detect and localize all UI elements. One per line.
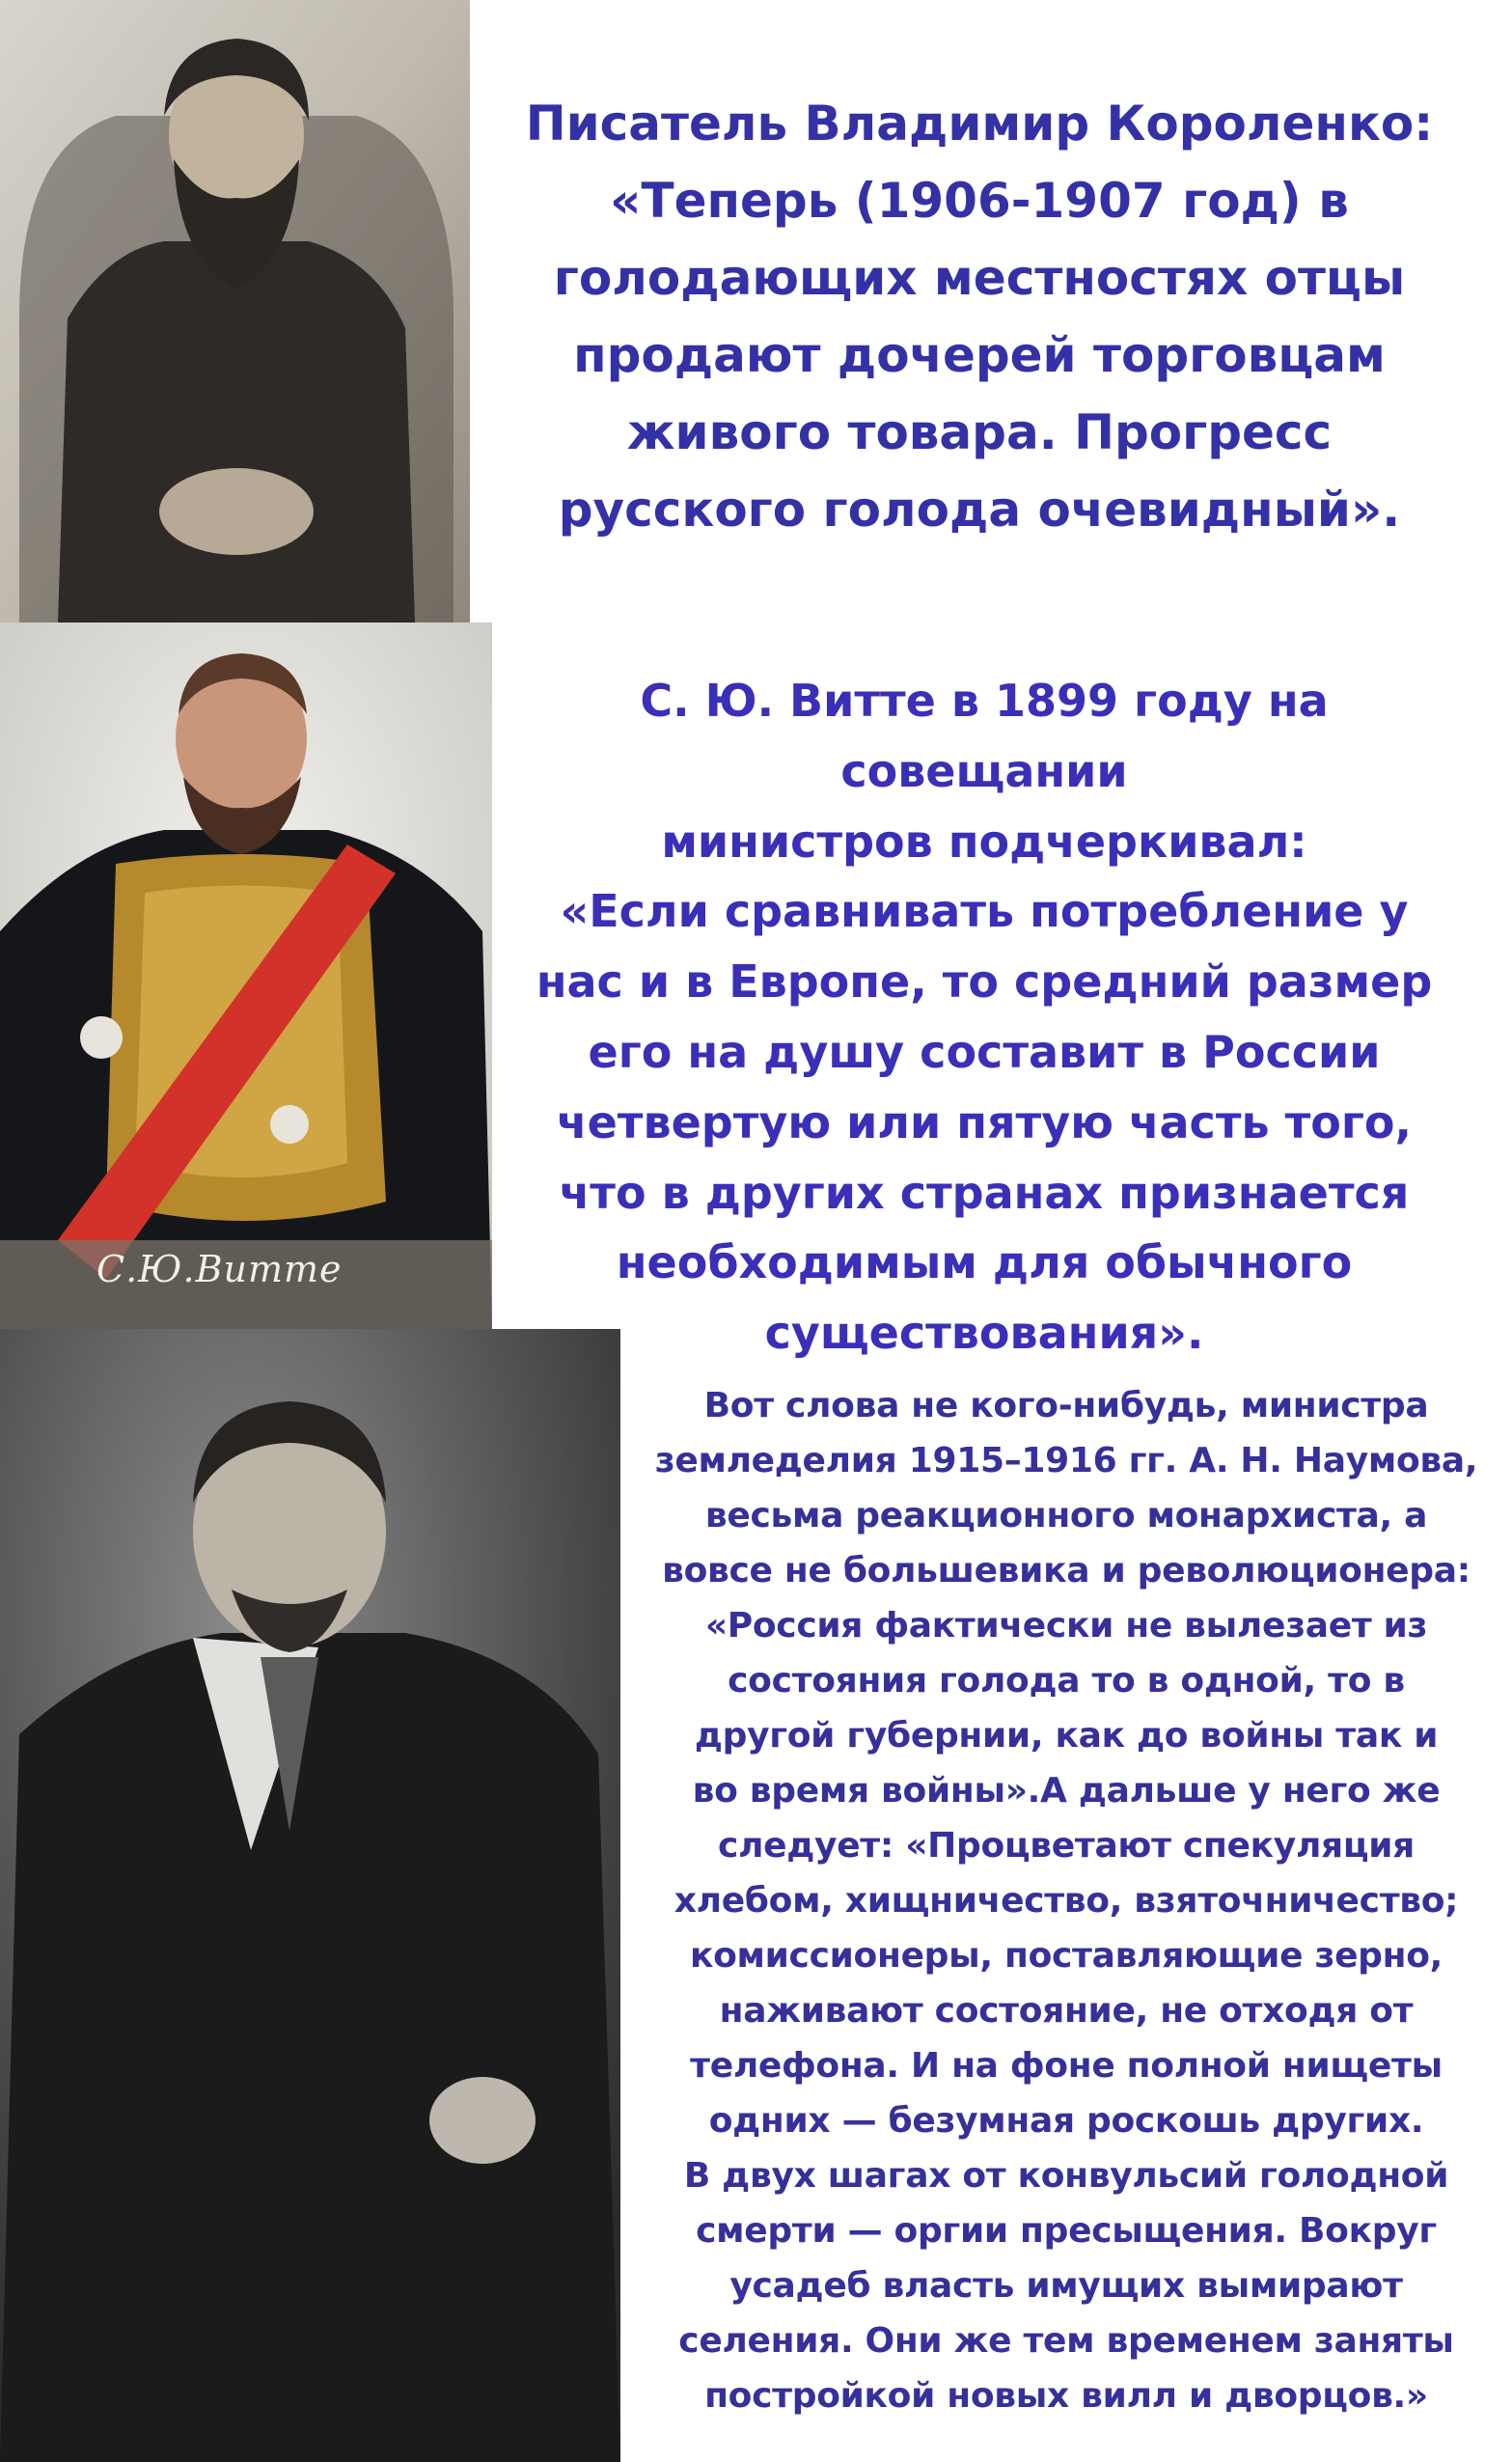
quote-line: С. Ю. Витте в 1899 году на совещании	[640, 675, 1329, 797]
quote-line: телефона. И на фоне полной нищеты	[690, 2046, 1443, 2086]
quote-line: что в других странах признается	[559, 1166, 1410, 1219]
quote-line: «Если сравнивать потребление у	[560, 885, 1409, 938]
quote-line: земледелия 1915–1916 гг. А. Н. Наумова,	[654, 1441, 1478, 1480]
quote-line: наживают состояние, не отходя от	[719, 1991, 1414, 2031]
quote-line: хлебом, хищничество, взяточничество;	[674, 1881, 1459, 1921]
naumov-quote	[632, 1378, 1500, 2423]
quote-line: министров подчеркивал:	[661, 815, 1307, 868]
quote-line: четвертую или пятую часть того,	[557, 1095, 1412, 1148]
korolenko-portrait	[0, 0, 470, 622]
naumov-portrait	[0, 1329, 620, 2462]
quote-line: смерти — оргии пресыщения. Вокруг	[696, 2211, 1437, 2251]
quote-line: нас и в Европе, то средний размер	[536, 955, 1433, 1009]
quote-line: существования».	[764, 1307, 1204, 1360]
quote-line: постройкой новых вилл и дворцов.»	[704, 2376, 1428, 2416]
quote-line: «Теперь (1906-1907 год) в	[610, 173, 1349, 229]
quote-line: одних — безумная роскошь других.	[708, 2101, 1424, 2141]
quote-line: комиссионеры, поставляющие зерно,	[689, 1936, 1443, 1976]
witte-signature-caption: С.Ю.Витте	[96, 1248, 343, 1290]
quote-line: русского голода очевидный».	[558, 482, 1401, 538]
korolenko-quote	[502, 85, 1457, 548]
quote-line: вовсе не большевика и революционера:	[662, 1551, 1471, 1591]
witte-quote	[502, 666, 1467, 1369]
quote-line: продают дочерей торговцам	[573, 327, 1386, 383]
quote-line: необходимым для обычного	[616, 1236, 1353, 1289]
quote-line: голодающих местностях отцы	[553, 250, 1406, 306]
quote-line: «Россия фактически не вылезает из	[704, 1606, 1428, 1646]
quote-line: следует: «Процветают спекуляция	[718, 1826, 1415, 1866]
quote-line: другой губернии, как до войны так и	[694, 1716, 1439, 1756]
quote-line: живого товара. Прогресс	[626, 404, 1333, 460]
witte-portrait	[0, 622, 492, 1329]
quote-line: его на душу составит в России	[588, 1025, 1381, 1078]
quote-line: весьма реакционного монархиста, а	[704, 1496, 1428, 1535]
quote-line: В двух шагах от конвульсий голодной	[683, 2156, 1449, 2196]
quote-line: Вот слова не кого-нибудь, министра	[703, 1386, 1429, 1425]
quote-line: во время войны».А дальше у него же	[692, 1771, 1441, 1811]
quote-line: Писатель Владимир Короленко:	[525, 96, 1434, 152]
quote-line: усадеб власть имущих вымирают	[729, 2266, 1403, 2306]
quote-line: состояния голода то в одной, то в	[728, 1661, 1405, 1701]
quote-line: селения. Они же тем временем заняты	[678, 2321, 1454, 2361]
